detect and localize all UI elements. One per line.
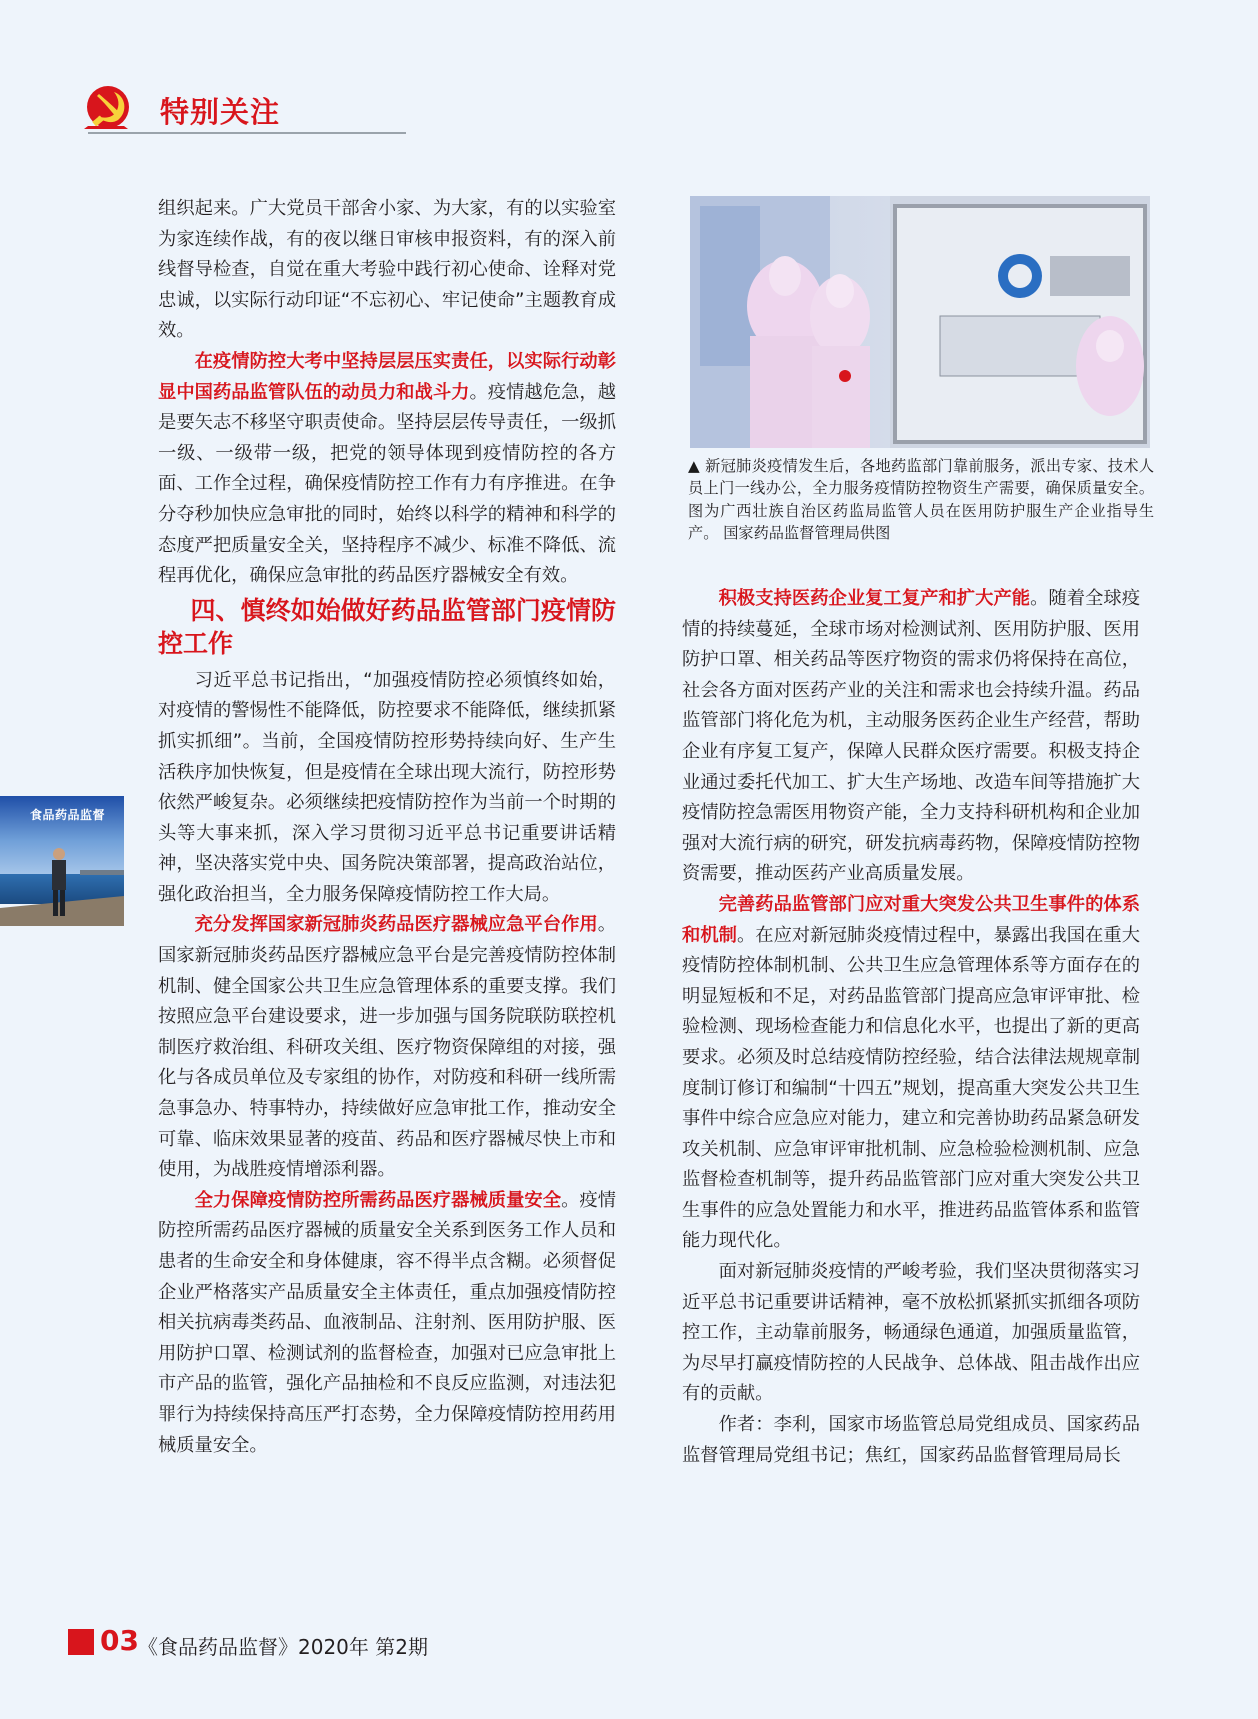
paragraph-body: 。随着全球疫情的持续蔓延，全球市场对检测试剂、医用防护服、医用防护口罩、相关药品等医疗物资的需求仍将保持在高位，社会各方面对医药产业的关注和需求也会持续升温。药品监管部门将化危为机，主动服务医药企业生产经营，帮助企业有序复工复产，保障人民群众医疗需要。积极支持企业通过委托代加工、扩大生产场地、改造车间等措施扩大疫情防控急需医用物资产能，全力支持科研机构和企业加强对大流行病的研究，研发抗病毒药物，保障疫情防控物资需要，推动医药产业高质量发展。	[682, 588, 1141, 885]
section-title-header: 特别关注	[160, 95, 281, 129]
caption-text: 新冠肺炎疫情发生后，各地药监部门靠前服务，派出专家、技术人员上门一线办公，全力服务疫情防控物资生产需要，确保质量安全。图为广西壮族自治区药监局监管人员在医用防护服生产企业指导生产。 国家药品监督管理局供图	[688, 457, 1155, 543]
paragraph	[682, 890, 1140, 1257]
paragraph-body: 。疫情越危急，越是要矢志不移坚守职责使命。坚持层层传导责任，一级抓一级、一级带一级，把党的领导体现到疫情防控的各方面、工作全过程，确保疫情防控工作有力有序推进。在争分夺秒加快应急审批的同时，始终以科学的精神和科学的态度严把质量安全关，坚持程序不减少、标准不降低、流程再优化，确保应急审批的药品医疗器械安全有效。	[158, 381, 617, 587]
magazine-issue: 《食品药品监督》2020年 第2期	[138, 1635, 428, 1659]
cleanroom-inspection-image	[690, 196, 1150, 448]
footer-square-icon	[68, 1629, 94, 1655]
paragraph: 组织起来。广大党员干部舍小家、为大家，有的以实验室为家连续作战，有的夜以继日审核申报资料，有的深入前线督导检查，自觉在重大考验中践行初心使命、诠释对党忠诚，以实际行动印证“不忘初心、牢记使命”主题教育成效。	[158, 198, 616, 342]
paragraph-lead: 积极支持医药企业复工复产和扩大产能	[718, 588, 1031, 609]
columnist-photo	[0, 796, 124, 926]
header-divider	[88, 132, 406, 134]
paragraph-lead: 充分发挥国家新冠肺炎药品医疗器械应急平台作用	[194, 914, 598, 936]
photo-caption	[688, 455, 1154, 545]
paragraph	[682, 584, 1140, 890]
lab-photo	[690, 196, 1150, 448]
paragraph-lead: 全力保障疫情防控所需药品医疗器械质量安全	[194, 1189, 562, 1211]
paragraph	[158, 910, 616, 1185]
paragraph-body: 。疫情防控所需药品医疗器械的质量安全关系到医务工作人员和患者的生命安全和身体健康，容不得半点含糊。必须督促企业严格落实产品质量安全主体责任，重点加强疫情防控相关抗病毒类药品、血液制品、注射剂、医用防护服、医用防护口罩、检测试剂的监督检查，加强对已应急审批上市产品的监管，强化产品抽检和不良反应监测，对违法犯罪行为持续保持高压严打态势，全力保障疫情防控用药用械质量安全。	[158, 1189, 617, 1456]
paragraph-body: 。在应对新冠肺炎疫情过程中，暴露出我国在重大疫情防控体制机制、公共卫生应急管理体系等方面存在的明显短板和不足，对药品监管部门提高应急审评审批、检验检测、现场检查能力和信息化水平，也提出了新的更高要求。必须及时总结疫情防控经验，结合法律法规规章制度制订修订和编制“十四五”规划，提高重大突发公共卫生事件中综合应急应对能力，建立和完善协助药品紧急研发攻关机制、应急审评审批机制、应急检验检测机制、应急监督检查机制等，提升药品监管部门应对重大突发公共卫生事件的应急处置能力和水平，推进药品监管体系和监管能力现代化。	[682, 924, 1141, 1252]
page-number: 03	[100, 1624, 139, 1657]
paragraph-lead: 在疫情防控大考中坚持层层压实责任，以实际行动彰显中国药品监管队伍的动员力和战斗力	[158, 350, 616, 403]
paragraph	[158, 347, 616, 592]
paragraph-body: 。国家新冠肺炎药品医疗器械应急平台是完善疫情防控体制机制、健全国家公共卫生应急管理体系的重要支撑。我们按照应急平台建设要求，进一步加强与国务院联防联控机制医疗救治组、科研攻关组、医疗物资保障组的对接，强化与各成员单位及专家组的协作，对防疫和科研一线所需急事急办、特事特办，持续做好应急审批工作，推动安全可靠、临床效果显著的疫苗、药品和医疗器械尽快上市和使用，为战胜疫情增添利器。	[158, 914, 616, 1181]
paragraph	[158, 1186, 616, 1461]
paragraph: 面对新冠肺炎疫情的严峻考验，我们坚决贯彻落实习近平总书记重要讲话精神，毫不放松抓紧抓实抓细各项防控工作，主动靠前服务，畅通绿色通道，加强质量监管，为尽早打赢疫情防控的人民战争、总体战、阻击战作出应有的贡献。	[682, 1261, 1140, 1405]
page-footer	[68, 1625, 568, 1657]
right-column	[682, 584, 1140, 1471]
columnist-photo-label: 食品药品监督	[30, 808, 106, 822]
left-column	[158, 194, 616, 1461]
paragraph-lead: 完善药品监管部门应对重大突发公共卫生事件的体系和机制	[682, 893, 1140, 946]
section-heading: 四、慎终如始做好药品监管部门疫情防控工作	[158, 595, 616, 658]
author-note: 作者：李利，国家市场监管总局党组成员、国家药品监督管理局党组书记；焦红，国家药品监督管理局局长	[682, 1414, 1140, 1466]
party-emblem-icon	[84, 82, 136, 130]
section-header	[84, 82, 324, 134]
paragraph: 习近平总书记指出，“加强疫情防控必须慎终如始，对疫情的警惕性不能降低，防控要求不能降低，继续抓紧抓实抓细”。当前，全国疫情防控形势持续向好、生产生活秩序加快恢复，但是疫情在全球出现大流行，防控形势依然严峻复杂。必须继续把疫情防控作为当前一个时期的头等大事来抓，深入学习贯彻习近平总书记重要讲话精神，坚决落实党中央、国务院决策部署，提高政治站位，强化政治担当，全力服务保障疫情防控工作大局。	[158, 669, 616, 905]
caption-marker-icon: ▲	[688, 457, 700, 475]
